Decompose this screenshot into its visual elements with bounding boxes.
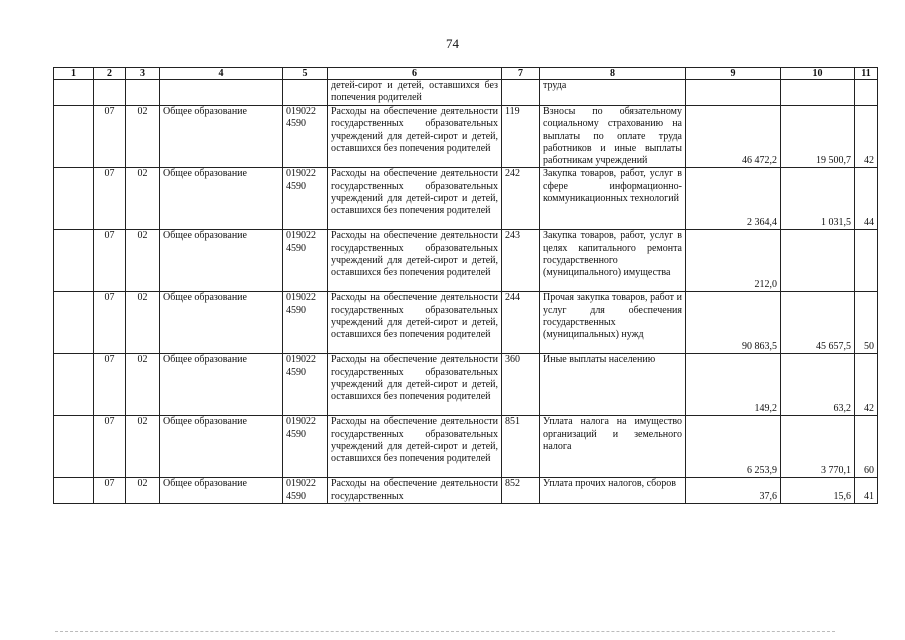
scan-artifact-line [55,631,835,633]
cell-description: Расходы на обеспечение деятельности государственных образовательных учреждений для детей-сирот и детей, оставшихся без попечения родителей [328,230,502,292]
cell-description: Расходы на обеспечение деятельности государственных образовательных учреждений для детей-сирот и детей, оставшихся без попечения родителей [328,416,502,478]
cell-amount-plan: 90 863,5 [686,292,781,354]
cell-subsection: 02 [126,354,160,416]
cell-expense: Закупка товаров, работ, услуг в целях капитального ремонта государственного (муниципального) имущества [540,230,686,292]
cell-expense: Закупка товаров, работ, услуг в сфере информационно-коммуникационных технологий [540,168,686,230]
cell-subsection: 02 [126,292,160,354]
cell-type-code: 851 [502,416,540,478]
cell-col1 [54,106,94,168]
cell-description: детей-сирот и детей, оставшихся без попечения родителей [328,80,502,106]
cell-amount-plan: 6 253,9 [686,416,781,478]
cell-percent: 42 [855,354,878,416]
cell-code: 019022 4590 [283,416,328,478]
cell-percent: 42 [855,106,878,168]
cell-amount-exec [781,230,855,292]
cell-subsection: 02 [126,416,160,478]
cell-description: Расходы на обеспечение деятельности государственных образовательных учреждений для детей-сирот и детей, оставшихся без попечения родителей [328,168,502,230]
cell-type-code: 119 [502,106,540,168]
cell-amount-exec: 63,2 [781,354,855,416]
table-row-continued [54,80,878,106]
cell-expense: труда [540,80,686,106]
col-header: 6 [328,68,502,80]
table-row [54,478,878,504]
cell-percent [855,230,878,292]
cell-subsection: 02 [126,106,160,168]
col-header: 2 [94,68,126,80]
cell-name: Общее образование [160,478,283,504]
table-row [54,292,878,354]
col-header: 10 [781,68,855,80]
table-row [54,168,878,230]
cell-code: 019022 4590 [283,106,328,168]
cell-col1 [54,168,94,230]
cell-amount-exec: 19 500,7 [781,106,855,168]
cell-type-code: 360 [502,354,540,416]
cell-col1 [54,354,94,416]
col-header: 4 [160,68,283,80]
table-row [54,106,878,168]
cell-description: Расходы на обеспечение деятельности государственных образовательных учреждений для детей-сирот и детей, оставшихся без попечения родителей [328,354,502,416]
cell-col1 [54,416,94,478]
col-header: 1 [54,68,94,80]
cell-expense: Уплата налога на имущество организаций и земельного налога [540,416,686,478]
cell-section: 07 [94,106,126,168]
cell-code: 019022 4590 [283,292,328,354]
cell-expense: Взносы по обязательному социальному страхованию на выплаты по оплате труда работников и иные выплаты работникам учреждений [540,106,686,168]
budget-table [53,67,878,504]
cell-amount-exec: 15,6 [781,478,855,504]
cell-amount-exec: 1 031,5 [781,168,855,230]
cell-section: 07 [94,416,126,478]
cell-subsection: 02 [126,478,160,504]
cell-section: 07 [94,354,126,416]
col-header: 3 [126,68,160,80]
cell-col1 [54,478,94,504]
cell-percent: 60 [855,416,878,478]
cell-subsection: 02 [126,168,160,230]
col-header: 7 [502,68,540,80]
table-row [54,416,878,478]
cell-amount-plan: 37,6 [686,478,781,504]
cell-name: Общее образование [160,354,283,416]
table-row [54,230,878,292]
cell-name: Общее образование [160,106,283,168]
cell-code: 019022 4590 [283,478,328,504]
cell-name: Общее образование [160,292,283,354]
cell-col1 [54,230,94,292]
cell-amount-plan: 149,2 [686,354,781,416]
cell-percent: 50 [855,292,878,354]
cell-amount-plan: 2 364,4 [686,168,781,230]
cell-code: 019022 4590 [283,354,328,416]
cell-amount-exec: 3 770,1 [781,416,855,478]
cell-description: Расходы на обеспечение деятельности государственных [328,478,502,504]
col-header: 11 [855,68,878,80]
cell-type-code: 244 [502,292,540,354]
cell-name: Общее образование [160,230,283,292]
cell-subsection: 02 [126,230,160,292]
cell-amount-exec: 45 657,5 [781,292,855,354]
cell-section: 07 [94,230,126,292]
cell-expense: Уплата прочих налогов, сборов [540,478,686,504]
cell-percent: 44 [855,168,878,230]
table-row [54,354,878,416]
cell-expense: Прочая закупка товаров, работ и услуг для обеспечения государственных (муниципальных) нужд [540,292,686,354]
header-row [54,68,878,80]
cell-expense: Иные выплаты населению [540,354,686,416]
cell-description: Расходы на обеспечение деятельности государственных образовательных учреждений для детей-сирот и детей, оставшихся без попечения родителей [328,292,502,354]
cell-type-code: 242 [502,168,540,230]
cell-code: 019022 4590 [283,168,328,230]
col-header: 5 [283,68,328,80]
cell-amount-plan: 46 472,2 [686,106,781,168]
cell-type-code: 243 [502,230,540,292]
cell-section: 07 [94,292,126,354]
cell-section: 07 [94,168,126,230]
cell-col1 [54,292,94,354]
cell-code: 019022 4590 [283,230,328,292]
cell-percent: 41 [855,478,878,504]
cell-name: Общее образование [160,416,283,478]
col-header: 9 [686,68,781,80]
cell-type-code: 852 [502,478,540,504]
cell-name: Общее образование [160,168,283,230]
col-header: 8 [540,68,686,80]
cell-amount-plan: 212,0 [686,230,781,292]
cell-description: Расходы на обеспечение деятельности государственных образовательных учреждений для детей-сирот и детей, оставшихся без попечения родителей [328,106,502,168]
cell-section: 07 [94,478,126,504]
page-number: 74 [446,36,459,51]
